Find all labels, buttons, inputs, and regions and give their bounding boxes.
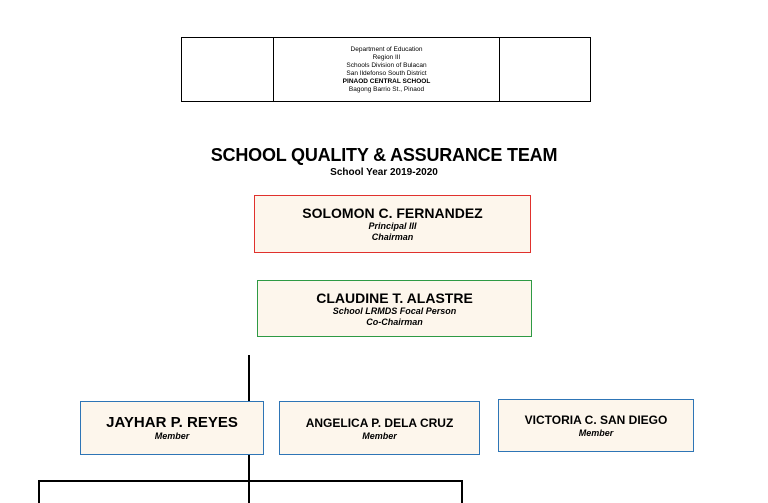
- page-subtitle: School Year 2019-2020: [330, 167, 438, 178]
- letterhead-address: Bagong Barrio St., Pinaod: [348, 85, 425, 93]
- member-box-2: [279, 401, 480, 455]
- chairman-role: Chairman: [371, 232, 414, 242]
- letterhead-school-name: PINAOD CENTRAL SCHOOL: [342, 77, 431, 85]
- member-role-1: Member: [154, 430, 190, 441]
- co-chairman-position: School LRMDS Focal Person: [332, 305, 457, 316]
- letterhead-center-cell: [274, 38, 499, 101]
- connector-drop-right: [461, 480, 463, 503]
- member-box-3: [498, 399, 694, 452]
- chairman-name: SOLOMON C. FERNANDEZ: [302, 205, 483, 221]
- letterhead-line-district: San Ildefonso South District: [346, 69, 427, 77]
- co-chairman-role: Co-Chairman: [366, 316, 423, 327]
- page-title: SCHOOL QUALITY & ASSURANCE TEAM: [210, 145, 558, 165]
- chairman-position: Principal III: [368, 221, 417, 231]
- connector-drop-left: [38, 480, 40, 503]
- chairman-box: [254, 195, 531, 253]
- connector-horizontal-bottom: [38, 480, 463, 482]
- member-name-1: JAYHAR P. REYES: [106, 413, 238, 431]
- letterhead-table: [181, 37, 591, 102]
- co-chairman-box: [257, 280, 532, 337]
- member-role-2: Member: [362, 430, 397, 441]
- member-name-2: ANGELICA P. DELA CRUZ: [305, 415, 454, 430]
- letterhead-right-cell: [499, 38, 590, 101]
- member-box-1: [80, 401, 264, 455]
- member-name-3: VICTORIA C. SAN DIEGO: [524, 413, 668, 427]
- letterhead-line-department: Department of Education: [350, 45, 423, 53]
- co-chairman-name: CLAUDINE T. ALASTRE: [316, 289, 473, 306]
- letterhead-line-division: Schools Division of Bulacan: [346, 61, 427, 69]
- member-role-3: Member: [578, 428, 614, 438]
- letterhead-line-region: Region III: [372, 53, 401, 61]
- letterhead-left-cell: [182, 38, 274, 101]
